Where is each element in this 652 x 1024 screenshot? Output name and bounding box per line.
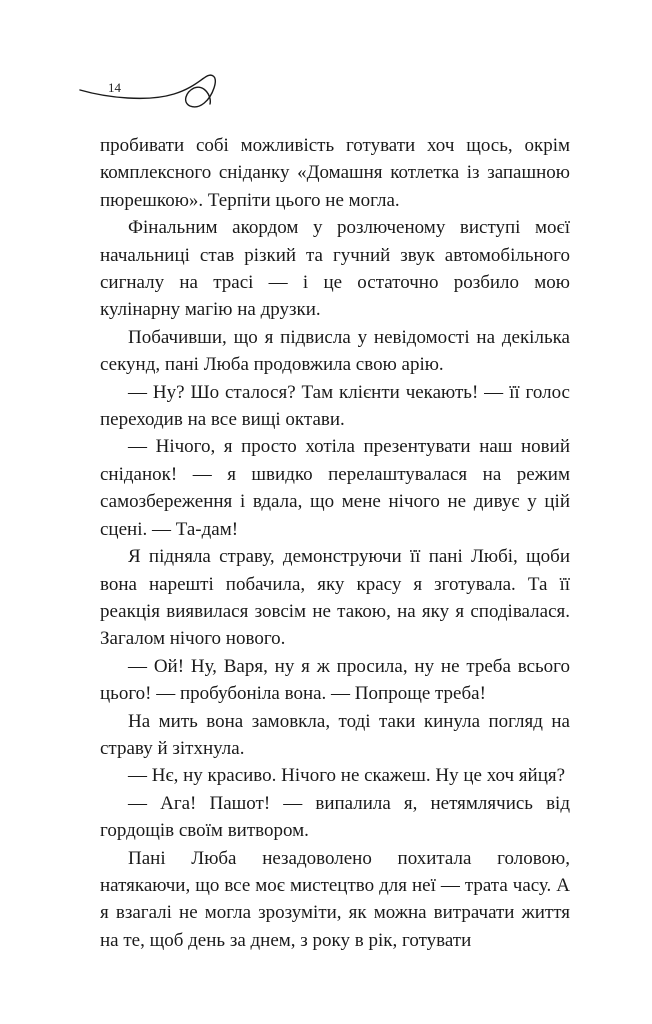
paragraph-4: — Ну? Шо сталося? Там клієнти чекають! — її голос переходив на все вищі октави.: [100, 381, 570, 431]
paragraph-8: На мить вона замовкла, тоді таки кинула погляд на страву й зітхнула.: [100, 710, 570, 759]
paragraph-9: — Нє, ну красиво. Нічого не скажеш. Ну це хоч яйця?: [128, 765, 566, 787]
paragraph-10: — Ага! Пашот! — випалила я, нетямлячись від гордощів своїм витвором.: [100, 792, 570, 842]
paragraph-3: Побачивши, що я підвисла у невідомості на декілька секунд, пані Люба продовжила свою арію.: [100, 326, 570, 376]
flourish-ornament-icon: [78, 62, 238, 122]
paragraph-11: Пані Люба незадоволено похитала головою, натякаючи, що все моє мистецтво для неї — трата часу. А я взагалі не могла зрозуміти, як можна витрачати життя на те, щоб день за днем, з року в рік, готувати: [100, 847, 570, 951]
paragraph-7: — Ой! Ну, Варя, ну я ж просила, ну не треба всього цього! — пробубоніла вона. — Попроще треба!: [100, 655, 570, 705]
page-number: 14: [108, 80, 121, 95]
paragraph-1: пробивати собі можливість готувати хоч щось, окрім комплексного сніданку «Домашня котлетка із запашною пюрешкою». Терпіти цього не могла.: [100, 135, 570, 211]
paragraph-5: — Нічого, я просто хотіла презентувати наш новий сніданок! — я швидко перелаштувалася на режим самозбереження і вдала, що мене нічого не дивує у цій сцені. — Та-дам!: [100, 436, 570, 540]
page-header: [78, 62, 238, 122]
body-text: [100, 132, 570, 954]
paragraph-2: Фінальним акордом у розлюченому виступі моєї начальниці став різкий та гучний звук автомобільного сигналу на трасі — і це остаточно розбило мою кулінарну магію на друзки.: [100, 217, 570, 321]
paragraph-6: Я підняла страву, демонструючи її пані Любі, щоби вона нарешті побачила, яку красу я зготувала. Та її реакція виявилася зовсім не такою, на яку я сподівалася. Загалом нічого нового.: [100, 546, 570, 650]
